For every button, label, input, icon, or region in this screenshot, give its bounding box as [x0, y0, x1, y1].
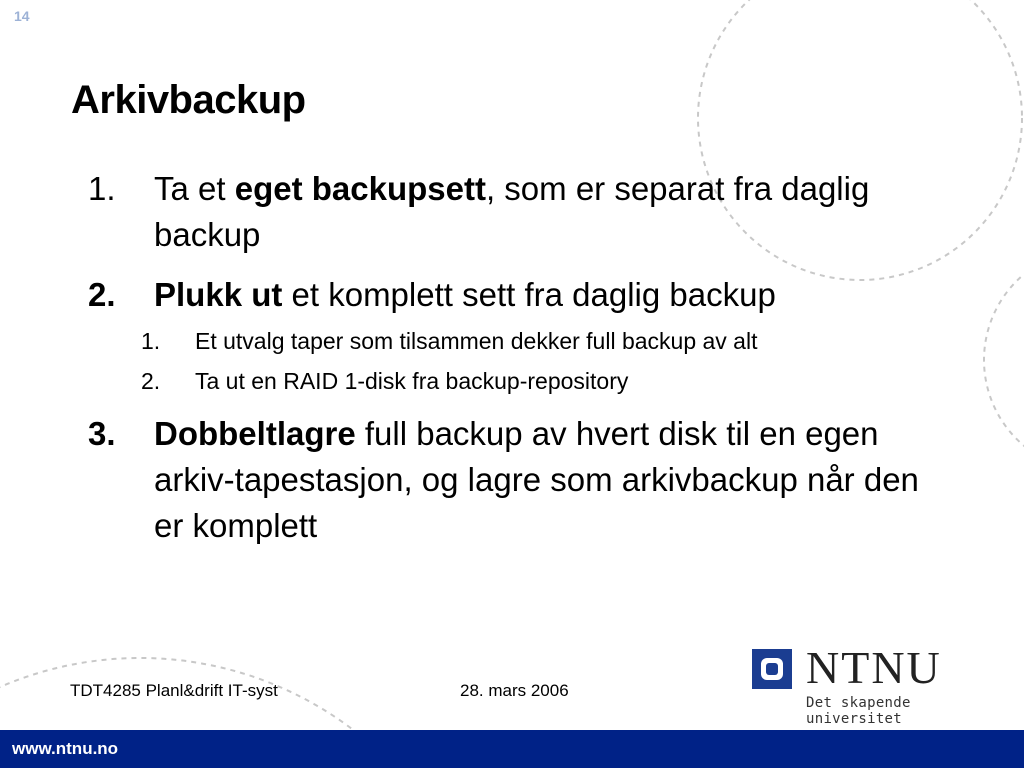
text-bold: eget backupsett	[234, 170, 486, 207]
list-number: 3.	[88, 415, 116, 452]
ntnu-logo-mark-icon	[752, 649, 792, 689]
text-plain: et komplett sett fra daglig backup	[282, 276, 776, 313]
logo-tagline: Det skapende universitet	[806, 695, 911, 727]
slide-title: Arkivbackup	[71, 78, 306, 122]
bottom-bar	[0, 730, 1024, 768]
list-number: 2.	[88, 276, 116, 313]
list-number: 1.	[88, 170, 116, 207]
ntnu-logo	[752, 642, 1002, 727]
text-bold: Plukk ut	[154, 276, 283, 313]
list-text	[154, 166, 954, 258]
text-bold: Dobbeltlagre	[154, 415, 356, 452]
logo-name: NTNU	[806, 642, 942, 693]
sub-list-text: Et utvalg taper som tilsammen dekker full backup av alt	[195, 328, 758, 354]
text-plain: full backup av hvert disk til en egen arkiv-tapestasjon, og lagre som arkivbackup når den er komplett	[154, 415, 919, 544]
sub-list-number: 1.	[141, 328, 161, 354]
sub-list-number: 2.	[141, 368, 161, 394]
footer-date: 28. mars 2006	[460, 681, 569, 700]
slide-number: 14	[14, 8, 30, 24]
list-text	[154, 272, 954, 318]
text-plain: Ta et	[154, 170, 235, 207]
footer-course: TDT4285 Planl&drift IT-syst	[70, 681, 278, 700]
list-text	[154, 411, 944, 549]
website-link[interactable]: www.ntnu.no	[12, 739, 119, 758]
text-plain: , som er separat fra daglig backup	[154, 170, 870, 253]
sub-list-text: Ta ut en RAID 1-disk fra backup-repository	[195, 368, 629, 394]
